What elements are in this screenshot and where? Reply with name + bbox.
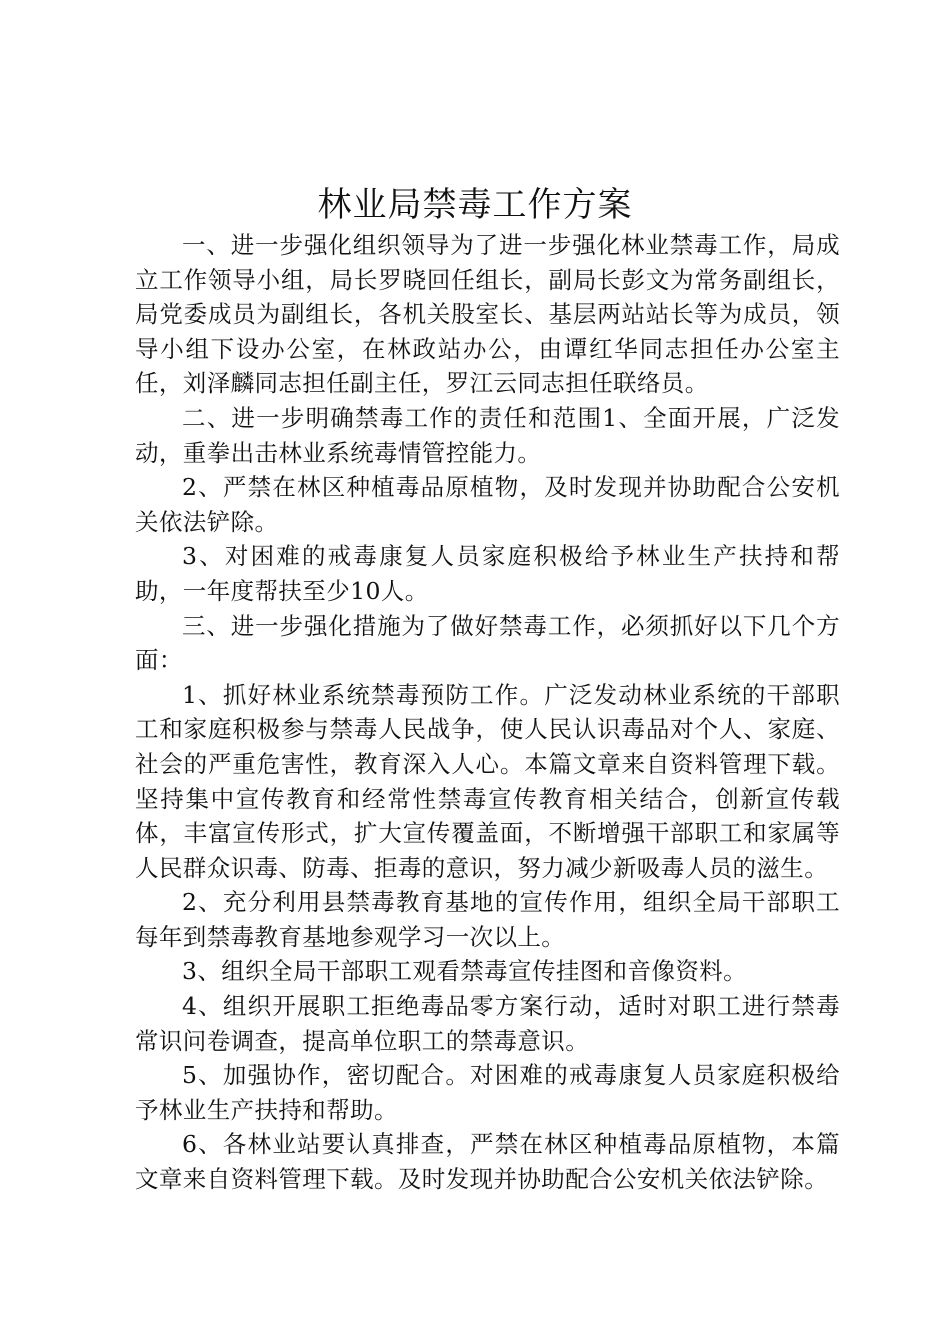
paragraph-11: 6、各林业站要认真排查，严禁在林区种植毒品原植物，本篇文章来自资料管理下载。及时发现并协助配合公安机关依法铲除。 [135,1130,840,1194]
document-body [135,228,840,1197]
paragraph-3: 2、严禁在林区种植毒品原植物，及时发现并协助配合公安机关依法铲除。 [135,473,840,536]
paragraph-7: 2、充分利用县禁毒教育基地的宣传作用，组织全局干部职工每年到禁毒教育基地参观学习一次以上。 [135,888,840,951]
document-title: 林业局禁毒工作方案 [317,185,633,225]
paragraph-2: 二、进一步明确禁毒工作的责任和范围1、全面开展，广泛发动，重拳出击林业系统毒情管控能力。 [135,403,840,467]
paragraph-8: 3、组织全局干部职工观看禁毒宣传挂图和音像资料。 [182,957,748,986]
paragraph-1: 一、进一步强化组织领导为了进一步强化林业禁毒工作，局成立工作领导小组，局长罗晓回任组长，副局长彭文为常务副组长，局党委成员为副组长，各机关股室长、基层两站站长等为成员，领导小组下设办公室，在林政站办公，由谭红华同志担任办公室主任，刘泽麟同志担任副主任，罗江云同志担任联络员。 [135,231,840,398]
paragraph-6: 1、抓好林业系统禁毒预防工作。广泛发动林业系统的干部职工和家庭积极参与禁毒人民战争，使人民认识毒品对个人、家庭、社会的严重危害性，教育深入人心。本篇文章来自资料管理下载。坚持集中宣传教育和经常性禁毒宣传教育相关结合，创新宣传载体，丰富宣传形式，扩大宣传覆盖面，不断增强干部职工和家属等人民群众识毒、防毒、拒毒的意识，努力减少新吸毒人员的滋生。 [135,680,840,882]
paragraph-5: 三、进一步强化措施为了做好禁毒工作，必须抓好以下几个方面： [135,611,840,675]
paragraph-4: 3、对困难的戒毒康复人员家庭积极给予林业生产扶持和帮助，一年度帮扶至少10人。 [135,542,840,605]
paragraph-9: 4、组织开展职工拒绝毒品零方案行动，适时对职工进行禁毒常识问卷调查，提高单位职工的禁毒意识。 [135,992,840,1055]
paragraph-10: 5、加强协作，密切配合。对困难的戒毒康复人员家庭积极给予林业生产扶持和帮助。 [135,1061,840,1124]
